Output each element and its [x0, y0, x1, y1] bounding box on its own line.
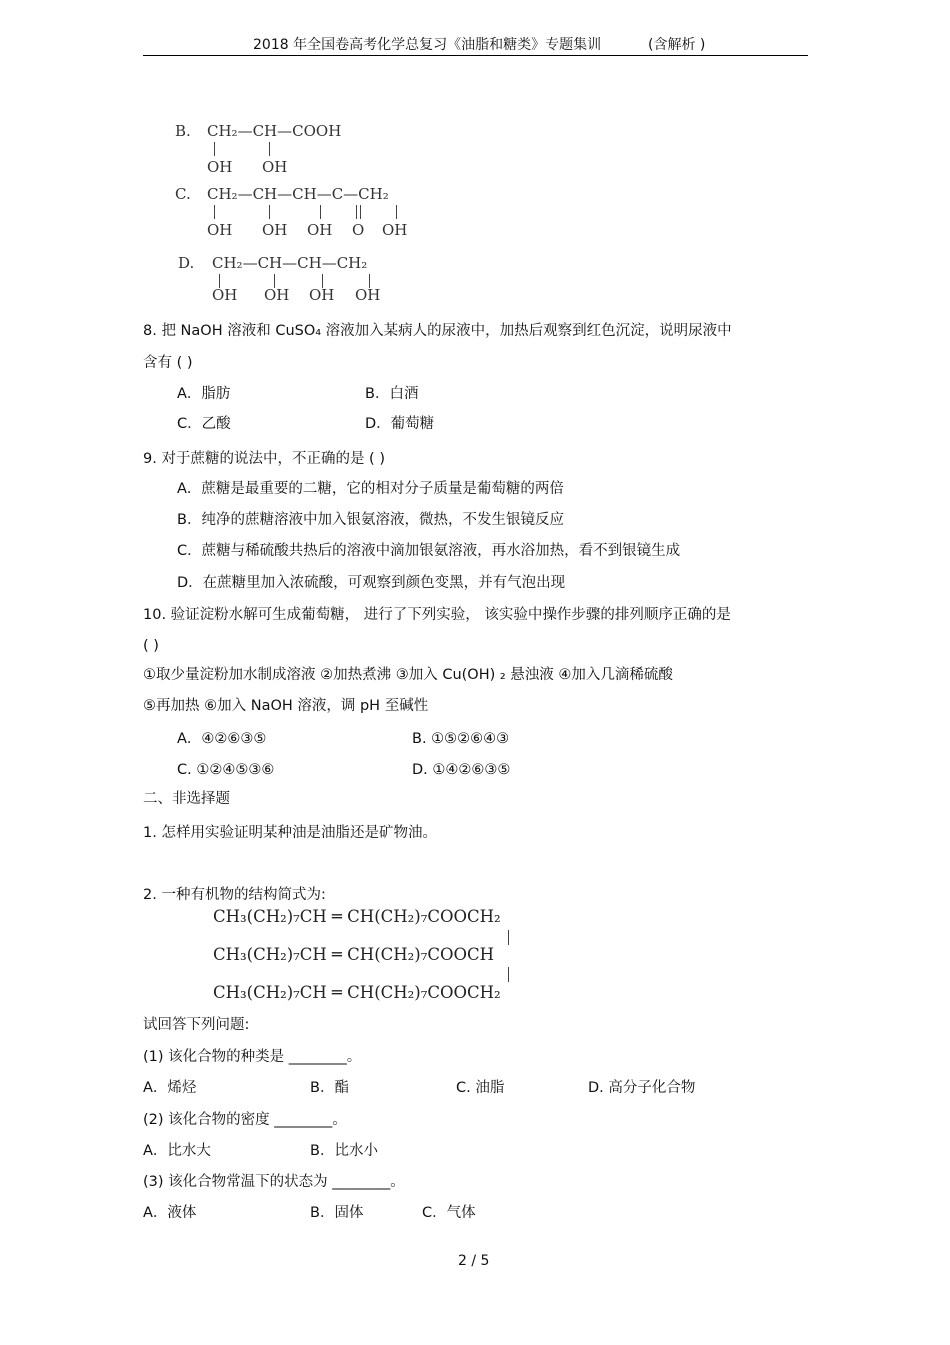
section-heading: 二、非选择题: [143, 791, 230, 807]
formula-line-3: CH₃(CH₂)₇CH ═ CH(CH₂)₇COOCH₂: [213, 983, 501, 1002]
bond-line: [269, 142, 270, 156]
formula-line-1: CH₃(CH₂)₇CH ═ CH(CH₂)₇COOCH₂: [213, 907, 501, 926]
bond-line: [214, 205, 215, 219]
q10-stem-line1: 10. 验证淀粉水解可生成葡萄糖， 进行了下列实验， 该实验中操作步骤的排列顺序正确的是: [143, 607, 731, 623]
nq2-part3-option-c: C．气体: [422, 1205, 476, 1221]
structure-c-sub-2: OH: [262, 221, 288, 239]
bond-line: [508, 930, 509, 945]
nq2-part1-option-c: C. 油脂: [456, 1080, 505, 1096]
double-bond-line: [360, 205, 361, 219]
structure-c-sub-4: O: [352, 221, 365, 239]
structure-d-sub-4: OH: [355, 286, 381, 304]
q8-option-a: A．脂肪: [177, 386, 231, 402]
q8-stem-line1: 8. 把 NaOH 溶液和 CuSO₄ 溶液加入某病人的尿液中，加热后观察到红色沉淀，说明尿液中: [143, 323, 732, 339]
q9-option-b: B．纯净的蔗糖溶液中加入银氨溶液，微热，不发生银镜反应: [177, 512, 564, 528]
bond-line: [269, 205, 270, 219]
nq2-part1-option-b: B．酯: [310, 1080, 349, 1096]
q8-option-c: C．乙酸: [177, 416, 231, 432]
structure-d-sub-1: OH: [212, 286, 238, 304]
bond-line: [508, 967, 509, 982]
double-bond-line: [356, 205, 357, 219]
structure-d-sub-2: OH: [264, 286, 290, 304]
nq2-part3-option-a: A．液体: [143, 1205, 197, 1221]
nq2-part2-option-b: B．比水小: [310, 1143, 378, 1159]
structure-b-chain: CH₂—CH—COOH: [207, 122, 342, 140]
nq2-part1-option-a: A．烯烃: [143, 1080, 197, 1096]
q9-option-c: C．蔗糖与稀硫酸共热后的溶液中滴加银氨溶液，再水浴加热，看不到银镜生成: [177, 543, 681, 559]
nq2-part2: (2) 该化合物的密度 ________。: [143, 1112, 347, 1128]
q9-stem: 9. 对于蔗糖的说法中，不正确的是 ( ): [143, 451, 385, 467]
page-header-title: 2018 年全国卷高考化学总复习《油脂和糖类》专题集训: [253, 37, 602, 53]
q10-option-b: B. ①⑤②⑥④③: [412, 731, 510, 747]
q9-option-a: A．蔗糖是最重要的二糖，它的相对分子质量是葡萄糖的两倍: [177, 481, 564, 497]
nq2-part2-option-a: A．比水大: [143, 1143, 211, 1159]
q10-steps-line1: ①取少量淀粉加水制成溶液 ②加热煮沸 ③加入 Cu(OH) ₂ 悬浊液 ④加入几滴稀硫酸: [143, 667, 673, 683]
nq2-part3-option-b: B．固体: [310, 1205, 364, 1221]
nq2-part3: (3) 该化合物常温下的状态为 ________。: [143, 1174, 405, 1190]
structure-b-sub-2: OH: [262, 158, 288, 176]
q9-option-d: D．在蔗糖里加入浓硫酸，可观察到颜色变黑，并有气泡出现: [177, 575, 566, 591]
structure-b-sub-1: OH: [207, 158, 233, 176]
q10-option-a: A．④②⑥③⑤: [177, 731, 267, 747]
nq2-part1-option-d: D. 高分子化合物: [588, 1080, 696, 1096]
q8-option-d: D．葡萄糖: [365, 416, 435, 432]
structure-b-label: B.: [175, 122, 191, 140]
q8-option-b: B．白酒: [365, 386, 419, 402]
structure-d-sub-3: OH: [309, 286, 335, 304]
bond-line: [214, 142, 215, 156]
structure-c-label: C.: [175, 185, 191, 203]
q10-option-c: C. ①②④⑤③⑥: [177, 762, 275, 778]
q10-stem-line2: ( ): [143, 638, 159, 654]
q10-steps-line2: ⑤再加热 ⑥加入 NaOH 溶液，调 pH 至碱性: [143, 698, 429, 714]
q10-option-d: D. ①④②⑥③⑤: [412, 762, 511, 778]
q8-stem-line2: 含有 ( ): [143, 355, 193, 371]
nq2-stem: 2. 一种有机物的结构简式为:: [143, 887, 326, 903]
structure-c-sub-1: OH: [207, 221, 233, 239]
structure-d-label: D.: [178, 254, 195, 272]
structure-d-chain: CH₂—CH—CH—CH₂: [212, 254, 368, 272]
nq2-part1: (1) 该化合物的种类是 ________。: [143, 1049, 362, 1065]
page-header-suffix: (含解析 ): [648, 37, 706, 53]
page-number: 2 / 5: [458, 1253, 490, 1269]
bond-line: [320, 205, 321, 219]
bond-line: [396, 205, 397, 219]
formula-line-2: CH₃(CH₂)₇CH ═ CH(CH₂)₇COOCH: [213, 945, 495, 964]
structure-c-sub-3: OH: [307, 221, 333, 239]
structure-c-chain: CH₂—CH—CH—C—CH₂: [207, 185, 389, 203]
nq2-prompt: 试回答下列问题:: [143, 1017, 250, 1033]
header-rule: [143, 55, 808, 56]
structure-c-sub-5: OH: [382, 221, 408, 239]
nq1-stem: 1. 怎样用实验证明某种油是油脂还是矿物油。: [143, 825, 437, 841]
